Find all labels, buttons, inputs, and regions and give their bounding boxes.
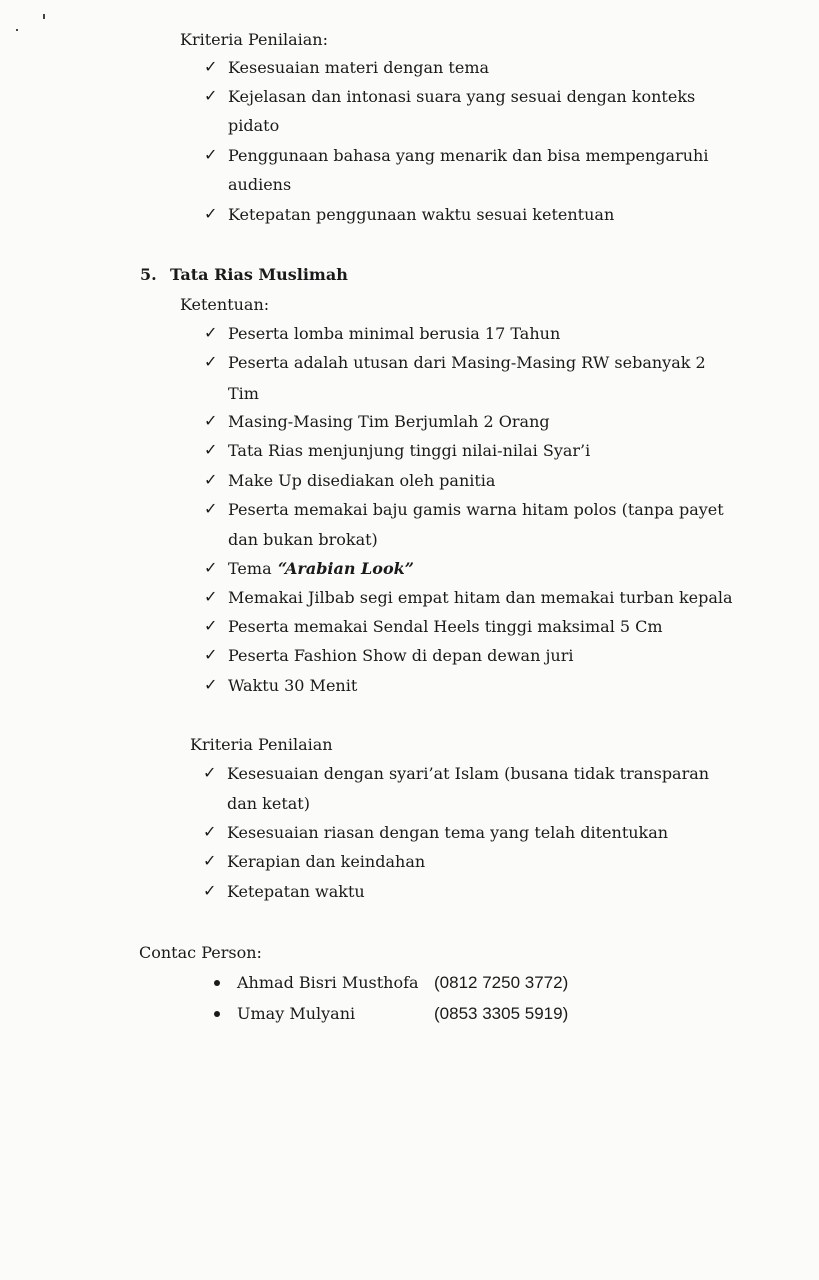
check-icon: ✓ <box>204 616 218 635</box>
scan-speck <box>16 29 18 31</box>
contact-name: Umay Mulyani <box>237 1004 356 1023</box>
check-icon: ✓ <box>204 204 218 223</box>
check-icon: ✓ <box>204 675 218 694</box>
bullet-icon <box>214 1011 220 1017</box>
rule-item: Waktu 30 Menit <box>228 676 358 695</box>
bullet-icon <box>214 980 220 986</box>
rule-item: Tata Rias menjunjung tinggi nilai-nilai Syar’i <box>228 441 591 460</box>
check-icon: ✓ <box>204 145 218 164</box>
check-icon: ✓ <box>203 851 217 870</box>
theme-name: “Arabian Look” <box>278 559 414 578</box>
check-icon: ✓ <box>203 881 217 900</box>
rule-item: Masing-Masing Tim Berjumlah 2 Orang <box>228 412 550 431</box>
contact-phone: (0812 7250 3772) <box>434 973 569 992</box>
contact-phone: (0853 3305 5919) <box>434 1004 569 1023</box>
section-title: Tata Rias Muslimah <box>170 265 348 284</box>
criteria-heading: Kriteria Penilaian <box>190 735 333 754</box>
rule-item: Peserta lomba minimal berusia 17 Tahun <box>228 324 561 343</box>
rule-item-continued: dan bukan brokat) <box>228 530 378 549</box>
rule-item: Tema <box>228 559 272 578</box>
criteria-item: Kejelasan dan intonasi suara yang sesuai dengan konteks <box>228 87 696 106</box>
rule-item: Peserta adalah utusan dari Masing-Masing RW sebanyak 2 <box>228 353 706 372</box>
contact-name: Ahmad Bisri Musthofa <box>237 973 419 992</box>
criteria-item-continued: dan ketat) <box>227 794 310 813</box>
criteria-item-continued: pidato <box>228 116 280 135</box>
check-icon: ✓ <box>204 587 218 606</box>
scan-speck <box>43 14 45 19</box>
check-icon: ✓ <box>203 822 217 841</box>
check-icon: ✓ <box>204 645 218 664</box>
criteria-item: Ketepatan waktu <box>227 882 365 901</box>
criteria-item: Kesesuaian riasan dengan tema yang telah ditentukan <box>227 823 669 842</box>
section-number: 5. <box>140 265 157 284</box>
rule-item: Peserta memakai baju gamis warna hitam polos (tanpa payet <box>228 500 724 519</box>
criteria-item: Kesesuaian materi dengan tema <box>228 58 490 77</box>
criteria-item: Ketepatan penggunaan waktu sesuai ketentuan <box>228 205 615 224</box>
check-icon: ✓ <box>203 763 217 782</box>
check-icon: ✓ <box>204 86 218 105</box>
rule-item: Peserta Fashion Show di depan dewan juri <box>228 646 574 665</box>
rule-item: Peserta memakai Sendal Heels tinggi maksimal 5 Cm <box>228 617 663 636</box>
rules-heading: Ketentuan: <box>180 295 270 314</box>
check-icon: ✓ <box>204 411 218 430</box>
check-icon: ✓ <box>204 440 218 459</box>
check-icon: ✓ <box>204 470 218 489</box>
criteria-item: Kesesuaian dengan syari’at Islam (busana tidak transparan <box>227 764 710 783</box>
check-icon: ✓ <box>204 352 218 371</box>
rule-item: Memakai Jilbab segi empat hitam dan memakai turban kepala <box>228 588 733 607</box>
criteria-item: Kerapian dan keindahan <box>227 852 426 871</box>
criteria-item: Penggunaan bahasa yang menarik dan bisa mempengaruhi <box>228 146 709 165</box>
rule-item: Make Up disediakan oleh panitia <box>228 471 496 490</box>
criteria-item-continued: audiens <box>228 175 292 194</box>
check-icon: ✓ <box>204 323 218 342</box>
rule-item-continued: Tim <box>228 384 259 403</box>
criteria-heading: Kriteria Penilaian: <box>180 30 328 49</box>
check-icon: ✓ <box>204 558 218 577</box>
contact-heading: Contac Person: <box>139 943 262 962</box>
check-icon: ✓ <box>204 499 218 518</box>
check-icon: ✓ <box>204 57 218 76</box>
